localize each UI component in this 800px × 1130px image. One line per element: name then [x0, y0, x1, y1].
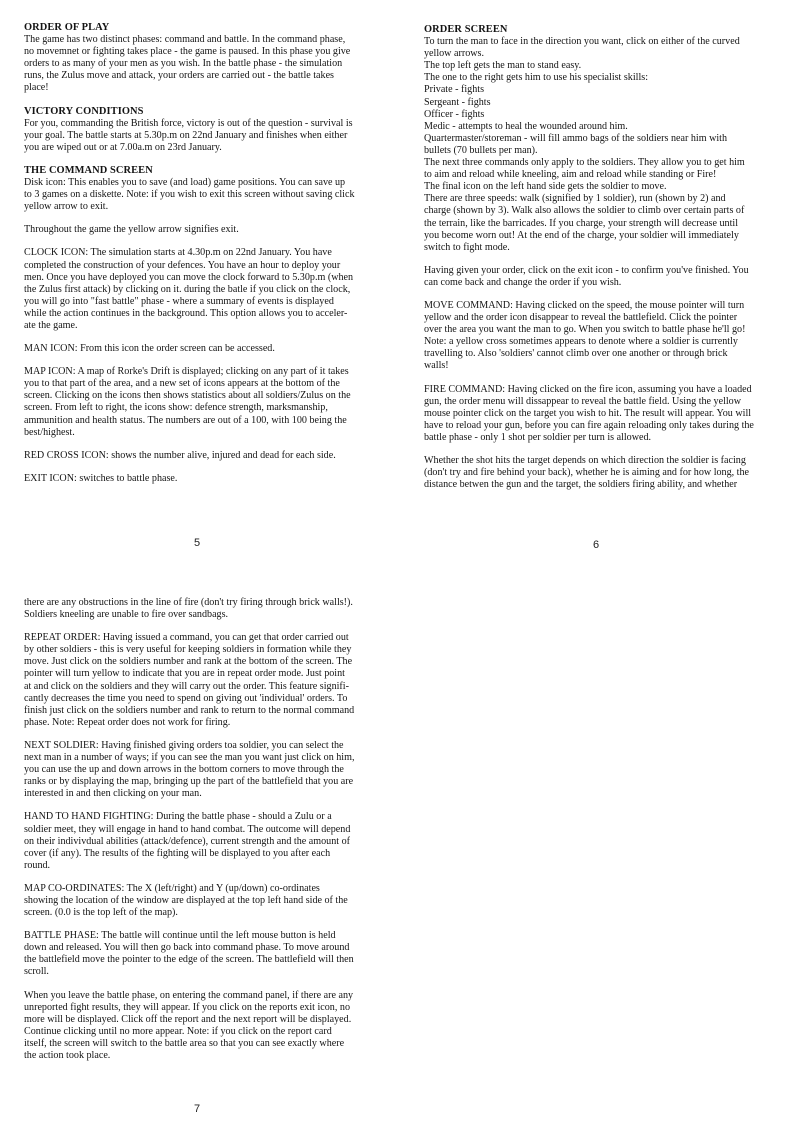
text-line: (don't try and fire behind your back), whether he is aiming and for how long, the [424, 467, 750, 479]
text-line: charge (shown by 3). Walk also allows the soldier to climb over certain parts of [424, 205, 745, 217]
text-line: place! [24, 82, 49, 94]
text-line: on their indivivdual abilities (attack/defence), current strength and the amount of [24, 835, 350, 847]
text-line: more will be displayed. Click off the report and the next report will be displayed. [24, 1013, 352, 1025]
section-heading: ORDER OF PLAY [24, 22, 110, 33]
text-line: ammunition and health status. The numbers are out of a 100, with 100 being the [24, 414, 347, 426]
text-line: the battlefield move the pointer to the edge of the screen. The battlefield will then [24, 954, 354, 966]
text-line: walls! [424, 360, 449, 372]
text-line: no movemnet or fighting takes place - the game is paused. In this phase you give [24, 46, 351, 58]
text-section [424, 455, 784, 491]
text-line: Private - fights [424, 84, 484, 96]
text-section [24, 343, 384, 355]
text-line: The one to the right gets him to use his specialist skills: [424, 72, 648, 84]
text-section [24, 106, 384, 154]
text-line: Having given your order, click on the exit icon - to confirm you've finished. You [424, 264, 749, 276]
text-line: The top left gets the man to stand easy. [424, 60, 582, 72]
section-heading: VICTORY CONDITIONS [24, 105, 144, 117]
text-line: to aim and reload while kneeling, aim and reload while standing or Fire! [424, 169, 717, 181]
text-line: HAND TO HAND FIGHTING: During the battle phase - should a Zulu or a [24, 811, 332, 823]
text-line: MAP ICON: A map of Rorke's Drift is displayed; clicking on any part of it takes [24, 366, 349, 378]
text-line: FIRE COMMAND: Having clicked on the fire icon, assuming you have a loaded [424, 383, 752, 395]
text-line: battle phase - only 1 shot per soldier per turn is allowed. [424, 431, 652, 443]
text-line: your goal. The battle starts at 5.30p.m on 22nd January and finishes when either [24, 129, 348, 141]
text-section [24, 224, 384, 236]
text-section [24, 22, 384, 95]
text-line: over the area you want the man to go. When you switch to battle phase he'll go! [424, 324, 746, 336]
text-line: travelling to. Also 'soldiers' cannot climb over one another or through brick [424, 348, 728, 360]
text-line: by other soldiers - this is very useful for keeping soldiers in formation while they [24, 644, 352, 656]
text-section [424, 24, 784, 254]
text-line: the Zulus first attack) by clicking on it. during the batle if you click on the clock, [24, 283, 351, 295]
text-line: interested in and then clicking on your man. [24, 788, 202, 800]
text-line: Sergeant - fights [424, 96, 491, 108]
text-line: ranks or by displaying the map, bringing up the part of the battlefield that you are [24, 776, 354, 788]
text-section [24, 990, 384, 1063]
text-line: switch to fight mode. [424, 241, 510, 253]
text-line: the terrain, like the barricades. If you charge, your strength will decrease until [424, 217, 739, 229]
page-number: 6 [593, 539, 600, 551]
text-line: distance betwen the gun and the target, the soldiers firing ability, and whether [424, 479, 738, 491]
text-line: showing the location of the window are displayed at the top left hand side of the [24, 894, 348, 906]
text-section [424, 265, 784, 289]
page-6-column [424, 24, 784, 502]
text-line: cantly decreases the time you need to spend on giving out 'individual' orders. To [24, 692, 348, 704]
text-section [24, 366, 384, 439]
text-line: Medic - attempts to heal the wounded around him. [424, 120, 628, 132]
page-number: 5 [194, 537, 201, 549]
text-line: runs, the Zulus move and attack, your orders are carried out - the battle takes [24, 70, 334, 82]
text-line: MAP CO-ORDINATES: The X (left/right) and Y (up/down) co-ordinates [24, 882, 320, 894]
text-line: finish just click on the soldiers number and rank to return to the normal command [24, 704, 355, 716]
text-line: phase. Note: Repeat order does not work for firing. [24, 716, 231, 728]
text-line: cover (if any). The results of the fighting will be displayed to you after each [24, 847, 331, 859]
text-section [424, 384, 784, 444]
text-line: Whether the shot hits the target depends on which direction the soldier is facing [424, 455, 746, 466]
text-line: The game has two distinct phases: command and battle. In the command phase, [24, 34, 346, 46]
text-section [24, 473, 384, 485]
text-line: Disk icon: This enables you to save (and load) game positions. You can save up [24, 177, 346, 189]
text-line: round. [24, 859, 51, 871]
text-line: you will go into "fast battle" phase - where a summary of events is displayed [24, 295, 334, 307]
text-line: gun, the order menu will dissappear to reveal the battle field. Using the yellow [424, 395, 742, 407]
text-line: screen. Clicking on the icons then shows statistics about all soldiers/Zulus on the [24, 390, 351, 402]
text-line: at and click on the soldiers and they will carry out the order. This feature signifi- [24, 680, 349, 692]
text-line: The next three commands only apply to the soldiers. They allow you to get him [424, 157, 745, 169]
text-line: BATTLE PHASE: The battle will continue until the left mouse button is held [24, 930, 336, 942]
page-7-column [24, 597, 384, 1073]
text-line: pointer will turn yellow to indicate that you are in repeat order mode. Just point [24, 668, 345, 680]
text-section [24, 740, 384, 800]
text-line: mouse pointer click on the target you wish to hit. The result will appear. You will [424, 407, 752, 419]
page-5-column [24, 22, 384, 496]
text-line: you to that part of the area, and a new set of icons appears at the bottom of the [24, 378, 340, 390]
text-line: Note: a yellow cross sometimes appears to denote where a soldier is currently [424, 336, 738, 348]
text-line: EXIT ICON: switches to battle phase. [24, 472, 178, 484]
text-line: bullets (70 bullets per man). [424, 144, 538, 156]
text-section [24, 165, 384, 213]
text-line: orders to as many of your men as you wish. In the battle phase - the simulation [24, 58, 343, 70]
text-line: men. Once you have deployed you can move the clock forward to 5.30p.m (when [24, 271, 354, 283]
text-section [424, 300, 784, 373]
text-line: RED CROSS ICON: shows the number alive, injured and dead for each side. [24, 449, 336, 461]
text-line: Officer - fights [424, 108, 485, 120]
text-section [24, 247, 384, 332]
text-line: For you, commanding the British force, victory is out of the question - survival is [24, 117, 353, 129]
text-line: best/highest. [24, 426, 75, 438]
text-section [24, 597, 384, 621]
text-line: have to reload your gun, before you can fire again reloading only takes during the [424, 419, 754, 431]
text-line: there are any obstructions in the line of fire (don't try firing through brick walls!). [24, 597, 353, 608]
text-line: yellow arrows. [424, 48, 484, 60]
text-line: screen. (0.0 is the top left of the map). [24, 907, 178, 919]
text-line: you can use the up and down arrows in the bottom corners to move through the [24, 764, 344, 776]
section-heading: ORDER SCREEN [424, 24, 508, 35]
text-line: yellow arrow to exit. [24, 201, 109, 213]
text-line: Continue clicking until no more appear. Note: if you click on the report card [24, 1025, 332, 1037]
text-line: yellow and the order icon disappear to reveal the battlefield. Click the pointer [424, 312, 738, 324]
text-line: CLOCK ICON: The simulation starts at 4.30p.m on 22nd January. You have [24, 247, 332, 259]
text-section [24, 930, 384, 978]
page-number: 7 [194, 1103, 201, 1115]
text-line: The final icon on the left hand side gets the soldier to move. [424, 181, 667, 193]
text-line: you are wiped out or at 7.00a.m on 23rd January. [24, 141, 222, 153]
text-line: There are three speeds: walk (signified by 1 soldier), run (shown by 2) and [424, 193, 726, 205]
text-section [24, 450, 384, 462]
text-line: down and released. You will then go back into command phase. To move around [24, 942, 350, 954]
text-line: Quartermaster/storeman - will fill ammo bags of the soldiers near him with [424, 132, 728, 144]
text-line: NEXT SOLDIER: Having finished giving orders toa soldier, you can select the [24, 739, 344, 751]
text-line: you become worn out! At the end of the charge, your soldier will immediately [424, 229, 739, 241]
text-line: When you leave the battle phase, on entering the command panel, if there are any [24, 989, 354, 1001]
text-line: unreported fight results, they will appear. If you click on the reports exit icon, no [24, 1001, 350, 1013]
text-section [24, 632, 384, 729]
text-line: the action took place. [24, 1050, 111, 1061]
text-section [24, 811, 384, 871]
text-line: Throughout the game the yellow arrow signifies exit. [24, 224, 239, 236]
text-line: while the action continues in the background. This option allows you to acceler- [24, 307, 348, 319]
text-line: to 3 games on a diskette. Note: if you wish to exit this screen without saving click [24, 189, 355, 201]
text-line: MOVE COMMAND: Having clicked on the speed, the mouse pointer will turn [424, 299, 745, 311]
text-line: move. Just click on the soldiers number and rank at the bottom of the screen. The [24, 656, 353, 668]
text-line: MAN ICON: From this icon the order screen can be accessed. [24, 343, 275, 355]
text-line: can come back and change the order if you wish. [424, 276, 622, 288]
text-line: Soldiers kneeling are unable to fire over sandbags. [24, 609, 229, 621]
text-line: next man in a number of ways; if you can see the man you want just click on him, [24, 752, 355, 764]
text-section [24, 883, 384, 919]
section-heading: THE COMMAND SCREEN [24, 164, 153, 176]
text-line: ate the game. [24, 319, 78, 331]
text-line: soldier meet, they will engage in hand to hand combat. The outcome will depend [24, 823, 351, 835]
text-line: completed the construction of your defences. You have an hour to deploy your [24, 259, 341, 271]
text-line: scroll. [24, 966, 49, 978]
text-line: itself, the screen will switch to the battle area so that you can see exactly where [24, 1037, 345, 1049]
text-line: To turn the man to face in the direction you want, click on either of the curved [424, 36, 740, 48]
text-line: REPEAT ORDER: Having issued a command, you can get that order carried out [24, 632, 349, 644]
text-line: screen. From left to right, the icons show: defence strength, marksmanship, [24, 402, 328, 414]
